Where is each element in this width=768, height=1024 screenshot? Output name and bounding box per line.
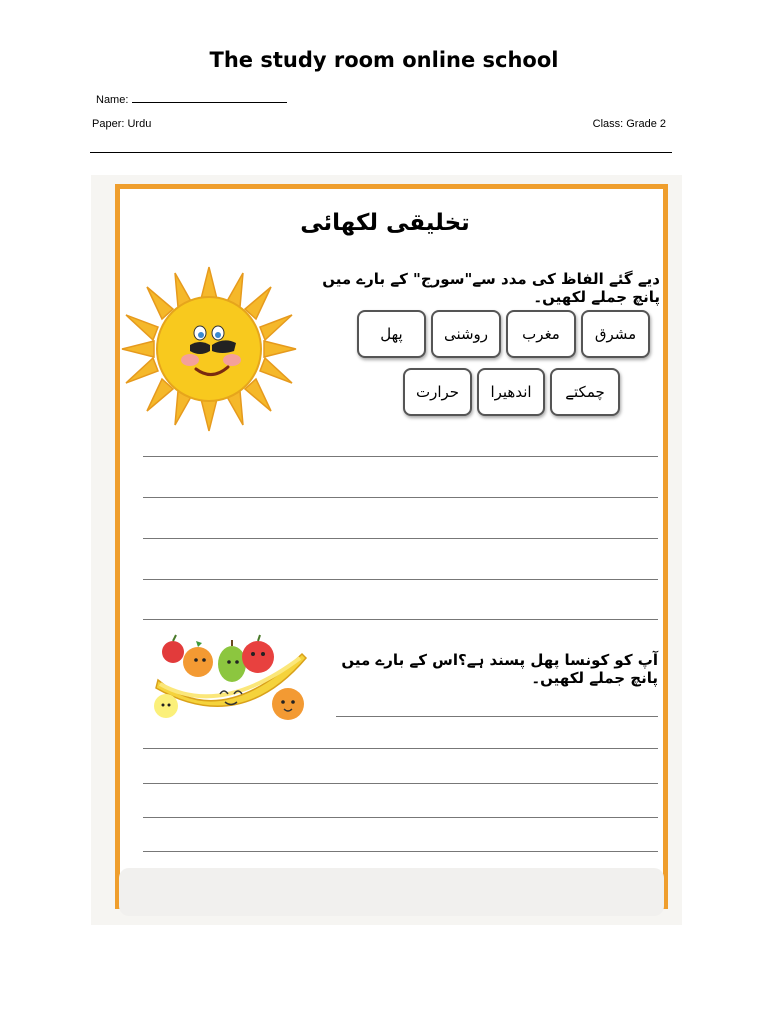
paper-subject: Paper: Urdu — [92, 118, 152, 130]
fruit-basket-illustration — [150, 632, 310, 724]
writing-line[interactable] — [143, 851, 658, 852]
writing-line[interactable] — [143, 748, 658, 749]
worksheet-heading: تخلیقی لکھائی — [300, 210, 470, 236]
writing-line[interactable] — [143, 817, 658, 818]
name-blank-line[interactable] — [132, 92, 287, 103]
word-box-maghrib: مغرب — [506, 310, 576, 358]
writing-line-short[interactable] — [336, 716, 658, 717]
word-box-andhera: اندھیرا — [477, 368, 545, 416]
name-field — [96, 92, 287, 106]
header-divider — [90, 152, 672, 153]
sun-illustration — [120, 265, 298, 433]
word-box-hararat: حرارت — [403, 368, 472, 416]
writing-line[interactable] — [143, 579, 658, 580]
writing-line[interactable] — [143, 497, 658, 498]
word-box-phal: پھل — [357, 310, 426, 358]
writing-line[interactable] — [143, 619, 658, 620]
instruction-sun: دیے گئے الفاظ کی مدد سے"سورج" کے بارے میں پانچ جملے لکھیں۔ — [322, 270, 660, 306]
name-label: Name: — [96, 94, 129, 106]
instruction-fruit: آپ کو کونسا پھل پسند ہے؟اس کے بارے میں پانچ جملے لکھیں۔ — [341, 651, 658, 687]
word-box-roshni: روشنی — [431, 310, 501, 358]
word-box-mashriq: مشرق — [581, 310, 650, 358]
writing-line[interactable] — [143, 783, 658, 784]
writing-line[interactable] — [143, 538, 658, 539]
writing-line[interactable] — [143, 456, 658, 457]
word-box-chamakte: چمکتے — [550, 368, 620, 416]
page-title: The study room online school — [209, 48, 559, 72]
worksheet-footer-band — [119, 868, 664, 916]
class-grade: Class: Grade 2 — [592, 118, 666, 130]
